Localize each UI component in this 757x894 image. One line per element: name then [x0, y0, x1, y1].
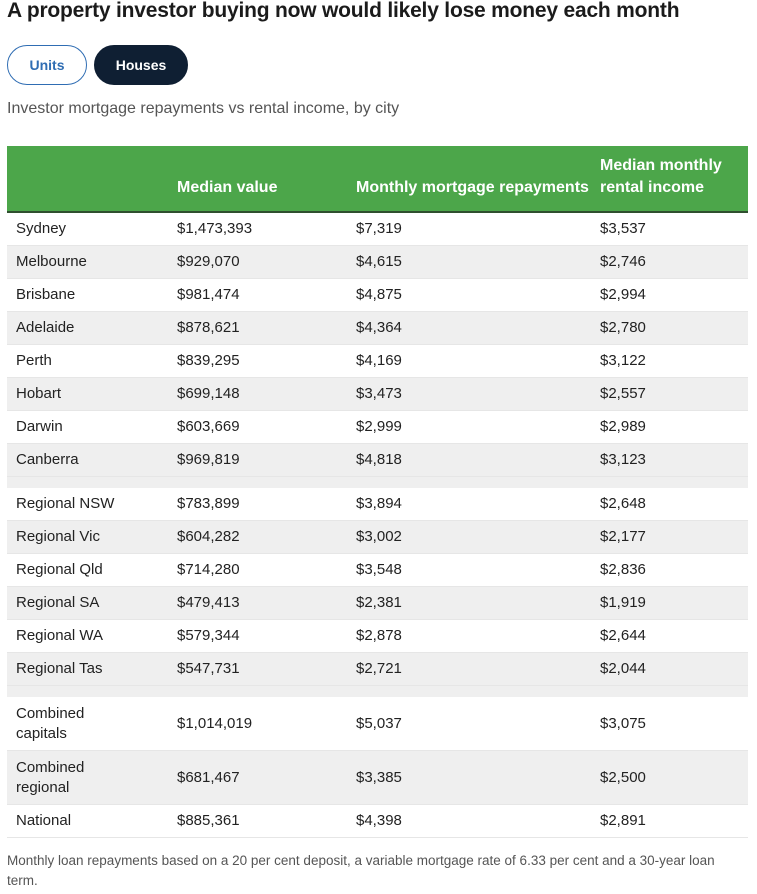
- repayment-cell: $4,615: [356, 246, 600, 279]
- rental-income-cell: $3,123: [600, 444, 748, 477]
- median-value-cell: $1,014,019: [177, 697, 356, 751]
- data-table: [7, 146, 748, 838]
- tab-units[interactable]: Units: [7, 45, 87, 85]
- rental-income-cell: $3,122: [600, 345, 748, 378]
- header-rental-income: Median monthly rental income: [600, 146, 748, 212]
- table-row: [7, 378, 748, 411]
- rental-income-cell: $2,780: [600, 312, 748, 345]
- table-row: [7, 246, 748, 279]
- repayment-cell: $4,364: [356, 312, 600, 345]
- table-row: [7, 653, 748, 686]
- table-row: [7, 345, 748, 378]
- median-value-cell: $878,621: [177, 312, 356, 345]
- repayment-cell: $3,002: [356, 521, 600, 554]
- city-cell: Adelaide: [7, 312, 177, 345]
- rental-income-cell: $3,537: [600, 212, 748, 246]
- city-cell: Canberra: [7, 444, 177, 477]
- table-header-row: [7, 146, 748, 212]
- table-row: [7, 805, 748, 838]
- rental-income-cell: $2,746: [600, 246, 748, 279]
- rental-income-cell: $2,836: [600, 554, 748, 587]
- tab-group: [7, 45, 188, 85]
- city-cell: Regional Tas: [7, 653, 177, 686]
- table-body: [7, 212, 748, 838]
- table-row: [7, 488, 748, 521]
- city-cell: Brisbane: [7, 279, 177, 312]
- table-row: [7, 312, 748, 345]
- median-value-cell: $681,467: [177, 751, 356, 805]
- group-separator-cell: [7, 686, 748, 698]
- rental-income-cell: $2,644: [600, 620, 748, 653]
- table-subtitle: Investor mortgage repayments vs rental income, by city: [7, 100, 400, 117]
- page-title: A property investor buying now would likely lose money each month: [7, 0, 680, 22]
- repayment-cell: $4,875: [356, 279, 600, 312]
- repayment-cell: $4,398: [356, 805, 600, 838]
- table-row: [7, 444, 748, 477]
- median-value-cell: $1,473,393: [177, 212, 356, 246]
- city-cell: Regional NSW: [7, 488, 177, 521]
- median-value-cell: $604,282: [177, 521, 356, 554]
- repayment-cell: $5,037: [356, 697, 600, 751]
- median-value-cell: $885,361: [177, 805, 356, 838]
- repayment-cell: $3,385: [356, 751, 600, 805]
- median-value-cell: $579,344: [177, 620, 356, 653]
- table-row: [7, 751, 748, 805]
- repayment-cell: $3,548: [356, 554, 600, 587]
- rental-income-cell: $2,557: [600, 378, 748, 411]
- group-separator: [7, 686, 748, 698]
- repayment-cell: $4,169: [356, 345, 600, 378]
- table-row: [7, 587, 748, 620]
- rental-income-cell: $1,919: [600, 587, 748, 620]
- footnote: Monthly loan repayments based on a 20 per cent deposit, a variable mortgage rate of 6.33 per cent and a 30-year loan term.: [7, 853, 715, 888]
- repayment-cell: $3,894: [356, 488, 600, 521]
- rental-income-cell: $2,500: [600, 751, 748, 805]
- city-cell: National: [7, 805, 177, 838]
- repayment-cell: $2,381: [356, 587, 600, 620]
- median-value-cell: $839,295: [177, 345, 356, 378]
- rental-income-cell: $2,989: [600, 411, 748, 444]
- repayment-cell: $7,319: [356, 212, 600, 246]
- city-cell: Melbourne: [7, 246, 177, 279]
- group-separator-cell: [7, 477, 748, 489]
- city-cell: Combined regional: [7, 751, 177, 805]
- rental-income-cell: $2,994: [600, 279, 748, 312]
- median-value-cell: $479,413: [177, 587, 356, 620]
- repayment-cell: $3,473: [356, 378, 600, 411]
- median-value-cell: $783,899: [177, 488, 356, 521]
- rental-income-cell: $2,891: [600, 805, 748, 838]
- city-cell: Perth: [7, 345, 177, 378]
- table-row: [7, 411, 748, 444]
- repayment-cell: $4,818: [356, 444, 600, 477]
- table-row: [7, 521, 748, 554]
- median-value-cell: $981,474: [177, 279, 356, 312]
- header-median-value: Median value: [177, 146, 356, 212]
- table-row: [7, 620, 748, 653]
- city-cell: Darwin: [7, 411, 177, 444]
- median-value-cell: $547,731: [177, 653, 356, 686]
- header-monthly-repayments: Monthly mortgage repayments: [356, 146, 600, 212]
- city-cell: Regional WA: [7, 620, 177, 653]
- city-cell: Hobart: [7, 378, 177, 411]
- rental-income-cell: $2,177: [600, 521, 748, 554]
- repayment-cell: $2,878: [356, 620, 600, 653]
- repayment-cell: $2,721: [356, 653, 600, 686]
- city-cell: Regional Qld: [7, 554, 177, 587]
- city-cell: Regional Vic: [7, 521, 177, 554]
- tab-houses[interactable]: Houses: [94, 45, 188, 85]
- median-value-cell: $714,280: [177, 554, 356, 587]
- median-value-cell: $969,819: [177, 444, 356, 477]
- median-value-cell: $699,148: [177, 378, 356, 411]
- repayment-cell: $2,999: [356, 411, 600, 444]
- rental-income-cell: $2,044: [600, 653, 748, 686]
- median-value-cell: $929,070: [177, 246, 356, 279]
- table-row: [7, 212, 748, 246]
- rental-income-cell: $3,075: [600, 697, 748, 751]
- city-cell: Regional SA: [7, 587, 177, 620]
- median-value-cell: $603,669: [177, 411, 356, 444]
- city-cell: Combined capitals: [7, 697, 177, 751]
- rental-income-cell: $2,648: [600, 488, 748, 521]
- table-row: [7, 554, 748, 587]
- table-row: [7, 697, 748, 751]
- table-row: [7, 279, 748, 312]
- header-city: [7, 146, 177, 212]
- city-cell: Sydney: [7, 212, 177, 246]
- group-separator: [7, 477, 748, 489]
